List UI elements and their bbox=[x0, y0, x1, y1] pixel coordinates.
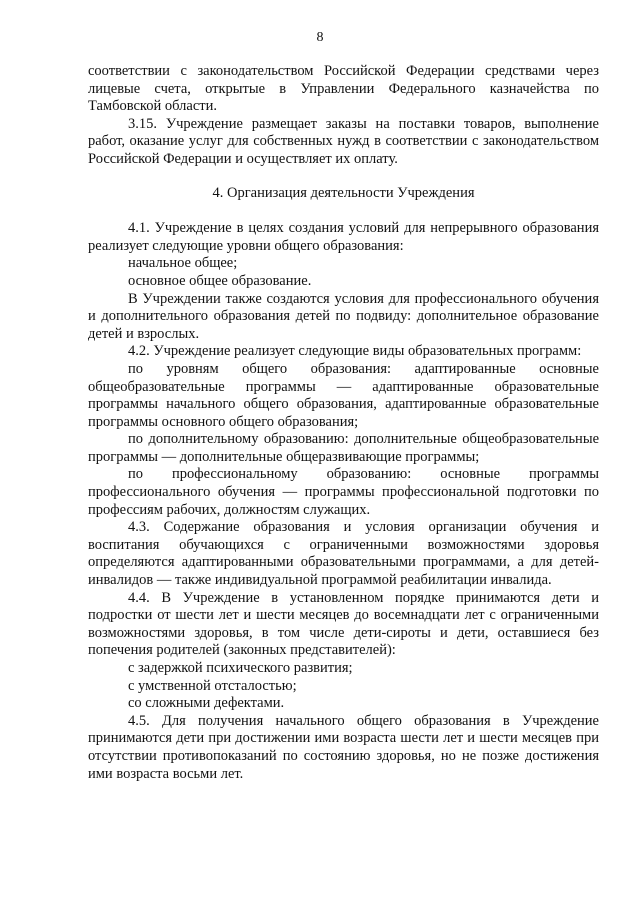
list-item-additional: по дополнительному образованию: дополнительные общеобразовательные программы — дополнительные общеразвивающие программы; bbox=[88, 431, 599, 465]
paragraph-4-4: 4.4. В Учреждение в установленном порядке принимаются дети и подростки от шести лет и шести месяцев до восемнадцати лет с ограниченными возможностями здоровья, в том числе дети-сироты и дети, оставшиеся без попечения родителей (законных представителей): bbox=[88, 589, 599, 659]
list-item-retardation: с умственной отсталостью; bbox=[128, 677, 297, 694]
section-heading: 4. Организация деятельности Учреждения bbox=[212, 184, 475, 201]
paragraph-4-2: 4.2. Учреждение реализует следующие виды образовательных программ: bbox=[128, 343, 582, 360]
paragraph-conditions: В Учреждении также создаются условия для профессионального обучения и дополнительного образования детей по подвиду: дополнительное образование детей и взрослых. bbox=[88, 290, 599, 342]
document-body bbox=[88, 63, 599, 783]
list-item-basic: основное общее образование. bbox=[128, 272, 312, 289]
paragraph-4-1: 4.1. Учреждение в целях создания условий для непрерывного образования реализует следующие уровни общего образования: bbox=[88, 220, 599, 254]
list-item-professional: по профессиональному образованию: основные программы профессионального обучения — программы профессиональной подготовки по профессиям рабочих, должностям служащих. bbox=[88, 466, 599, 518]
list-item-primary: начальное общее; bbox=[128, 255, 238, 272]
paragraph-continuation: соответствии с законодательством Российской Федерации средствами через лицевые счета, открытые в Управлении Федерального казначейства по Тамбовской области. bbox=[88, 63, 599, 115]
list-item-delay: с задержкой психического развития; bbox=[128, 660, 353, 676]
paragraph-4-5: 4.5. Для получения начального общего образования в Учреждение принимаются дети при достижении ими возраста шести лет и шести месяцев при отсутствии противопоказаний по состоянию здоровья, но не позже достижения ими возраста восьми лет. bbox=[88, 712, 599, 782]
page-number: 8 bbox=[316, 30, 324, 45]
list-item-complex: со сложными дефектами. bbox=[128, 695, 285, 712]
paragraph-3-15: 3.15. Учреждение размещает заказы на поставки товаров, выполнение работ, оказание услуг для собственных нужд в соответствии с законодательством Российской Федерации и осуществляет их оплату. bbox=[88, 115, 599, 167]
list-item-general-levels: по уровням общего образования: адаптированные основные общеобразовательные программы — адаптированные образовательные программы начального общего образования, адаптированные образовательные программы основного общего образования; bbox=[88, 360, 599, 430]
paragraph-4-3: 4.3. Содержание образования и условия организации обучения и воспитания обучающихся с ограниченными возможностями здоровья определяются адаптированными образовательными программами, а для детей-инвалидов — также индивидуальной программой реабилитации инвалида. bbox=[88, 519, 599, 589]
